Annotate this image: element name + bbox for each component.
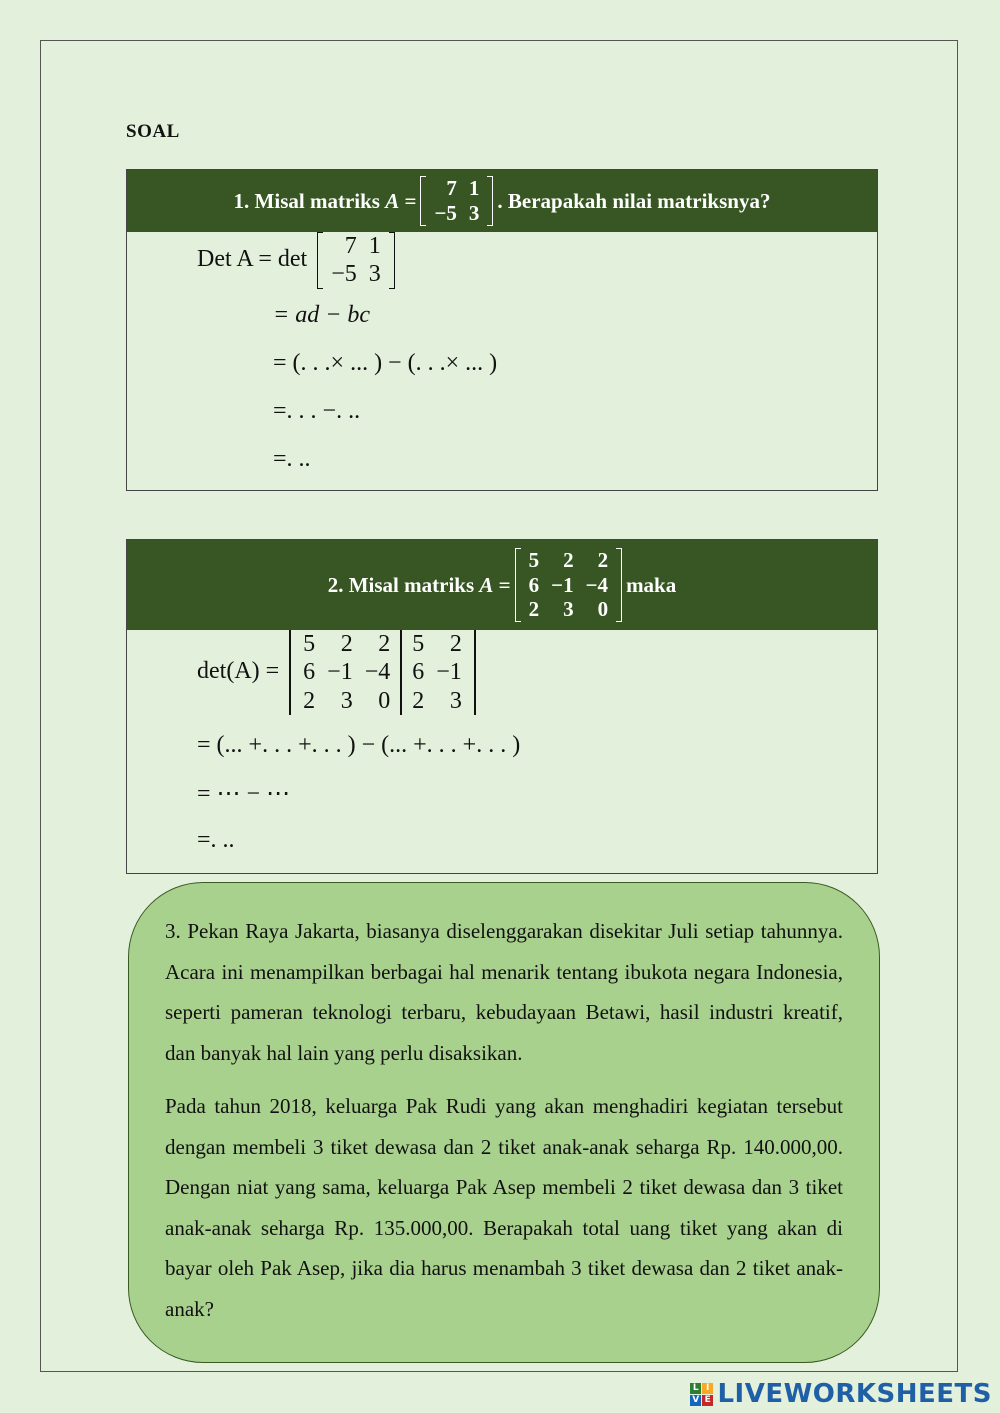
q2-det-line xyxy=(197,630,480,715)
liveworksheets-logo xyxy=(690,1379,992,1409)
matrix-cell: −4 xyxy=(585,572,609,597)
q1-step-product: = (. . .× ... ) − (. . .× ... ) xyxy=(273,350,498,376)
logo-letter: L xyxy=(690,1383,701,1394)
q2-det-matrix xyxy=(289,630,402,715)
q2-header-var: A xyxy=(479,572,494,597)
story-paragraph-1: 3. Pekan Raya Jakarta, biasanya diselenggarakan disekitar Juli setiap tahunnya. Acara ini menampilkan berbagai hal menarik tentang ibukota negara Indonesia, seperti pameran teknologi terbaru, kebudayaan Betawi, hasil industri kreatif, dan banyak hal lain yang perlu disaksikan. xyxy=(165,919,843,1065)
question-1-header xyxy=(127,170,877,232)
q2-header-lead: 2. Misal matriks xyxy=(327,572,475,597)
matrix-cell: −1 xyxy=(327,659,353,686)
matrix-cell: 3 xyxy=(449,687,462,714)
q1-header-lead: 1. Misal matriks xyxy=(233,188,380,213)
q2-step-result: =. .. xyxy=(197,827,235,853)
matrix-cell: −4 xyxy=(364,659,391,686)
matrix-cell: 1 xyxy=(368,233,381,259)
question-1-box xyxy=(126,169,878,491)
q1-header-var: A xyxy=(385,188,400,213)
matrix-cell: 7 xyxy=(446,176,457,201)
q1-det-line xyxy=(197,232,399,289)
q2-step-sums: = (... +. . . +. . . ) − (... +. . . +. . . ) xyxy=(197,732,521,758)
matrix-cell: 3 xyxy=(368,261,381,288)
q2-header-matrix xyxy=(515,548,622,622)
q2-step-difference: = ⋯ − ⋯ xyxy=(197,781,291,807)
q2-det-label: det(A) = xyxy=(197,657,280,684)
q1-step-difference: =. . . −. .. xyxy=(273,398,361,424)
q1-header-eq: = xyxy=(404,188,417,213)
story-problem-box xyxy=(128,882,880,1363)
logo-letter: V xyxy=(692,1394,700,1405)
question-2-box xyxy=(126,539,878,874)
matrix-cell: 2 xyxy=(528,597,540,622)
logo-mark-icon xyxy=(690,1383,713,1406)
matrix-cell: 2 xyxy=(412,687,425,714)
q1-step-result: =. .. xyxy=(273,446,311,472)
matrix-cell: 5 xyxy=(528,547,540,572)
matrix-cell: 6 xyxy=(303,659,316,686)
matrix-cell: 0 xyxy=(378,687,391,714)
q1-header-tail: . Berapakah nilai matriksnya? xyxy=(497,188,771,213)
matrix-cell: 3 xyxy=(340,687,353,714)
matrix-cell: 2 xyxy=(303,687,316,714)
matrix-cell: −1 xyxy=(436,659,462,686)
matrix-cell: 2 xyxy=(449,631,462,657)
matrix-cell: −5 xyxy=(331,261,357,288)
matrix-cell: 2 xyxy=(378,631,391,657)
matrix-cell: 3 xyxy=(563,597,574,622)
matrix-cell: 2 xyxy=(563,547,574,572)
matrix-cell: 5 xyxy=(303,631,316,657)
logo-text: LIVEWORKSHEETS xyxy=(717,1379,992,1409)
q2-det-extension xyxy=(402,630,476,715)
q2-header-tail: maka xyxy=(626,572,677,597)
matrix-cell: 5 xyxy=(412,631,425,657)
story-paragraph-2: Pada tahun 2018, keluarga Pak Rudi yang akan menghadiri kegiatan tersebut dengan membeli 3 tiket dewasa dan 2 tiket anak-anak seharga Rp. 140.000,00. Dengan niat yang sama, keluarga Pak Asep membeli 2 tiket dewasa dan 3 tiket anak-anak seharga Rp. 135.000,00. Berapakah total uang tiket yang akan di bayar oleh Pak Asep, jika dia harus menambah 3 tiket dewasa dan 2 tiket anak-anak? xyxy=(165,1094,843,1321)
matrix-cell: 3 xyxy=(468,201,480,225)
matrix-cell: −1 xyxy=(551,572,574,597)
q1-det-matrix xyxy=(317,232,395,289)
page-title: SOAL xyxy=(126,121,180,142)
matrix-cell: 7 xyxy=(344,233,357,259)
matrix-cell: 0 xyxy=(597,597,609,622)
q1-header-matrix xyxy=(420,176,493,226)
matrix-cell: −5 xyxy=(434,201,457,225)
q2-header-eq: = xyxy=(498,572,511,597)
logo-letter: I xyxy=(702,1383,713,1394)
matrix-cell: 2 xyxy=(597,547,609,572)
matrix-cell: 6 xyxy=(528,572,540,597)
matrix-cell: 1 xyxy=(468,176,480,201)
matrix-cell: 2 xyxy=(340,631,353,657)
q1-det-label: Det A = det xyxy=(197,245,308,272)
logo-letter: E xyxy=(702,1395,713,1406)
matrix-cell: 6 xyxy=(412,659,425,686)
q1-step-formula: = ad − bc xyxy=(273,302,371,328)
question-2-header xyxy=(127,540,877,630)
